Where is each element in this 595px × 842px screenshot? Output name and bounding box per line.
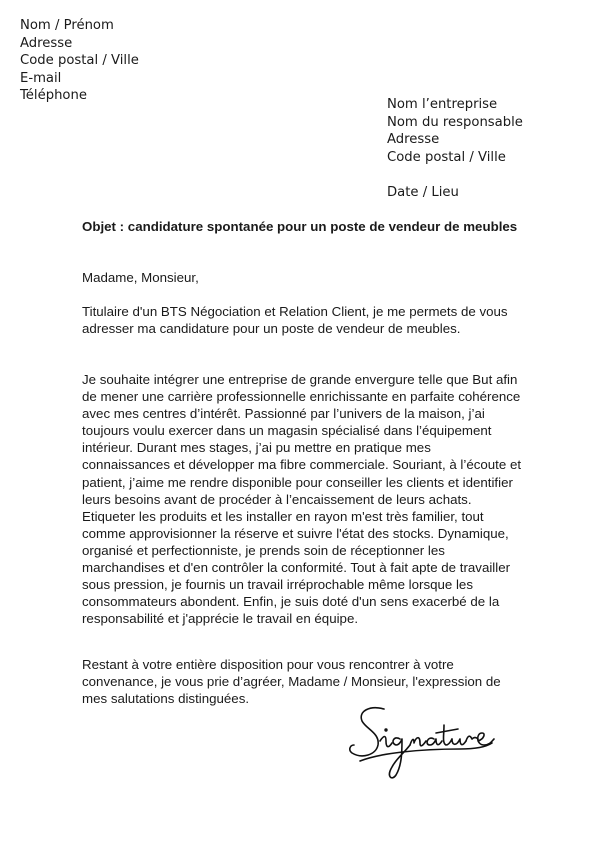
- recipient-block: [387, 96, 523, 166]
- recipient-postal-city: Code postal / Ville: [387, 149, 506, 165]
- sender-address: Adresse: [20, 35, 73, 51]
- letter-subject: Objet : candidature spontanée pour un poste de vendeur de meubles: [82, 219, 518, 234]
- sender-block: [20, 17, 139, 105]
- recipient-company: Nom l’entreprise: [387, 97, 498, 112]
- letter-salutation: Madame, Monsieur,: [82, 270, 199, 285]
- date-place: Date / Lieu: [387, 185, 459, 200]
- sender-phone: Téléphone: [20, 88, 87, 104]
- letter-paragraph-3: Restant à votre entière disposition pour vous rencontrer à votre convenance, je vous prie d’agréer, Madame / Monsieur, l'expression de mes salutations distinguées.: [82, 657, 501, 707]
- letter-paragraph-1: Titulaire d'un BTS Négociation et Relation Client, je me permets de vous adresser ma candidature pour un poste de vendeur de meubles.: [82, 304, 508, 337]
- recipient-manager: Nom du responsable: [387, 114, 523, 130]
- handwritten-signature: [340, 695, 500, 790]
- sender-email: E-mail: [20, 70, 62, 86]
- recipient-address: Adresse: [387, 132, 440, 148]
- letter-paragraph-2: Je souhaite intégrer une entreprise de grande envergure telle que But afin de mener une carrière professionnelle enrichissante en parfaite cohérence avec mes centres d’intérêt. Passionné par l’univers de la maison, j’ai toujours voulu exercer dans un magasin spécialisé dans l’équipement intérieur. Durant mes stages, j’ai pu mettre en pratique mes connaissances et développer ma fibre commerciale. Souriant, à l’écoute et patient, j’aime me rendre disponible pour conseiller les clients et identifier leurs besoins avant de procéder à l’encaissement de leurs achats. Etiqueter les produits et les installer en rayon m'est très familier, tout comme approvisionner la réserve et suivre l'état des stocks. Dynamique, organisé et perfectionniste, je prends soin de réceptionner les marchandises et d'en contrôler la conformité. Tout à fait apte de travailler sous pression, je fournis un travail irréprochable même lorsque les consommateurs abondent. Enfin, je suis doté d'un sens exacerbé de la responsabilité et j'apprécie le travail en équipe.: [82, 372, 522, 627]
- sender-name: Nom / Prénom: [20, 18, 114, 33]
- sender-postal-city: Code postal / Ville: [20, 53, 139, 69]
